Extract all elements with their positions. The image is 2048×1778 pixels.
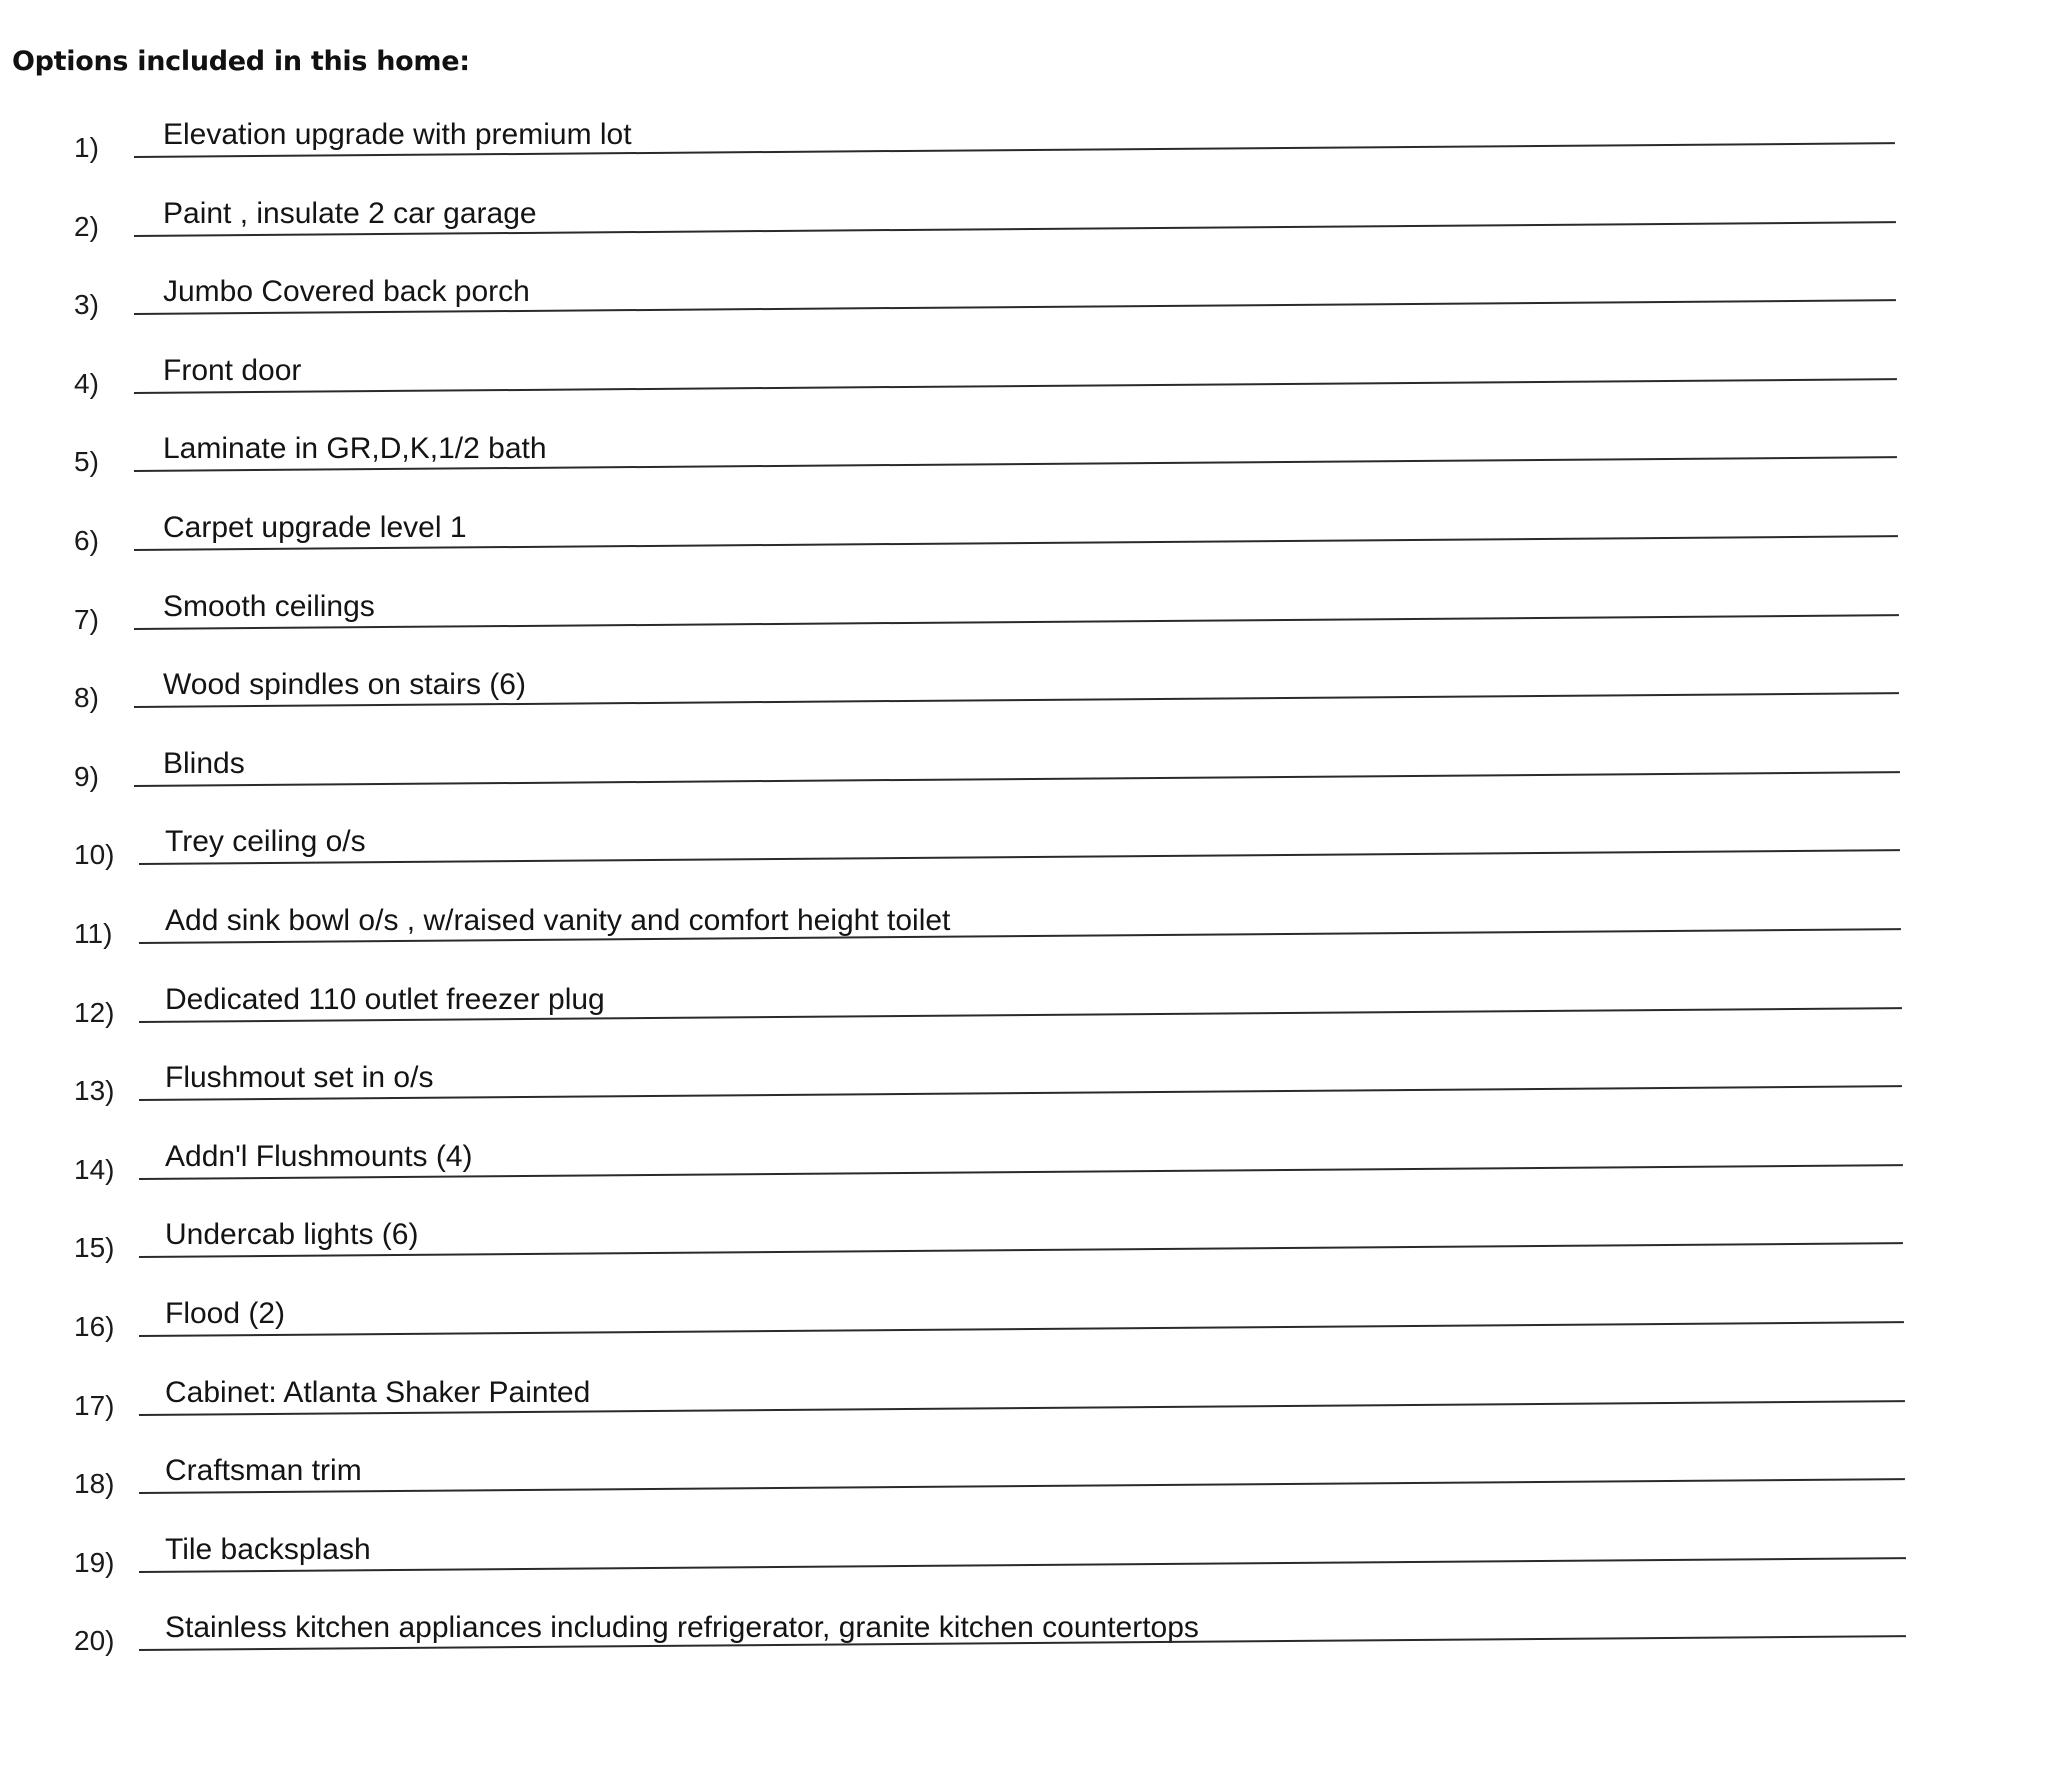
option-row bbox=[0, 354, 2048, 414]
option-underline bbox=[139, 850, 1900, 866]
option-number: 20) bbox=[74, 1625, 115, 1657]
option-number: 9) bbox=[74, 760, 99, 792]
option-text: Flushmout set in o/s bbox=[165, 1061, 434, 1095]
option-row bbox=[0, 668, 2048, 728]
option-row bbox=[0, 1061, 2048, 1121]
option-number: 17) bbox=[74, 1389, 115, 1421]
option-text: Paint , insulate 2 car garage bbox=[163, 196, 537, 230]
option-number: 18) bbox=[74, 1468, 115, 1500]
option-text: Undercab lights (6) bbox=[165, 1218, 419, 1252]
option-number: 4) bbox=[74, 367, 99, 399]
option-number: 2) bbox=[74, 210, 99, 242]
option-number: 12) bbox=[74, 996, 115, 1028]
option-row bbox=[0, 1218, 2048, 1278]
option-underline bbox=[139, 1557, 1906, 1573]
option-text: Flood (2) bbox=[165, 1297, 286, 1330]
option-row bbox=[0, 904, 2048, 964]
option-text: Jumbo Covered back porch bbox=[163, 275, 530, 309]
option-number: 14) bbox=[74, 1153, 115, 1185]
option-row bbox=[0, 511, 2048, 571]
option-number: 16) bbox=[74, 1311, 115, 1342]
option-text: Stainless kitchen appliances including refrigerator, granite kitchen countertops bbox=[165, 1611, 1199, 1645]
option-row bbox=[0, 1454, 2048, 1514]
option-number: 7) bbox=[74, 603, 99, 635]
option-text: Smooth ceilings bbox=[163, 589, 375, 623]
options-heading: Options included in this home: bbox=[12, 46, 470, 77]
option-row bbox=[0, 1376, 2048, 1436]
option-row bbox=[0, 1297, 2048, 1357]
option-text: Wood spindles on stairs (6) bbox=[163, 668, 526, 702]
option-number: 15) bbox=[74, 1232, 115, 1264]
option-number: 6) bbox=[74, 525, 99, 556]
option-underline bbox=[134, 614, 1899, 630]
option-text: Cabinet: Atlanta Shaker Painted bbox=[165, 1375, 591, 1409]
option-underline bbox=[134, 378, 1897, 394]
option-row bbox=[0, 432, 2048, 492]
option-text: Craftsman trim bbox=[165, 1454, 362, 1488]
option-text: Carpet upgrade level 1 bbox=[163, 511, 467, 544]
option-number: 1) bbox=[74, 132, 99, 163]
option-text: Front door bbox=[163, 353, 302, 387]
option-number: 10) bbox=[74, 839, 115, 871]
option-row bbox=[0, 747, 2048, 807]
option-underline bbox=[134, 771, 1900, 787]
option-row bbox=[0, 275, 2048, 335]
option-text: Addn'l Flushmounts (4) bbox=[165, 1139, 473, 1173]
option-number: 5) bbox=[74, 446, 99, 478]
option-underline bbox=[139, 1478, 1905, 1494]
option-row bbox=[0, 118, 2048, 178]
option-underline bbox=[139, 1321, 1904, 1337]
option-text: Elevation upgrade with premium lot bbox=[163, 118, 632, 151]
option-row bbox=[0, 1611, 2048, 1671]
option-text: Add sink bowl o/s , w/raised vanity and comfort height toilet bbox=[165, 904, 951, 937]
option-row bbox=[0, 1140, 2048, 1200]
option-row bbox=[0, 197, 2048, 257]
option-row bbox=[0, 983, 2048, 1043]
option-row bbox=[0, 825, 2048, 885]
option-row bbox=[0, 1533, 2048, 1593]
option-text: Trey ceiling o/s bbox=[165, 825, 366, 859]
option-number: 3) bbox=[74, 289, 99, 321]
option-row bbox=[0, 590, 2048, 650]
option-text: Tile backsplash bbox=[165, 1532, 371, 1566]
option-number: 11) bbox=[74, 918, 113, 949]
option-number: 13) bbox=[74, 1075, 115, 1107]
option-number: 19) bbox=[74, 1546, 115, 1578]
option-text: Dedicated 110 outlet freezer plug bbox=[165, 982, 605, 1016]
option-number: 8) bbox=[74, 682, 99, 714]
option-text: Blinds bbox=[163, 746, 245, 780]
option-text: Laminate in GR,D,K,1/2 bath bbox=[163, 432, 547, 466]
